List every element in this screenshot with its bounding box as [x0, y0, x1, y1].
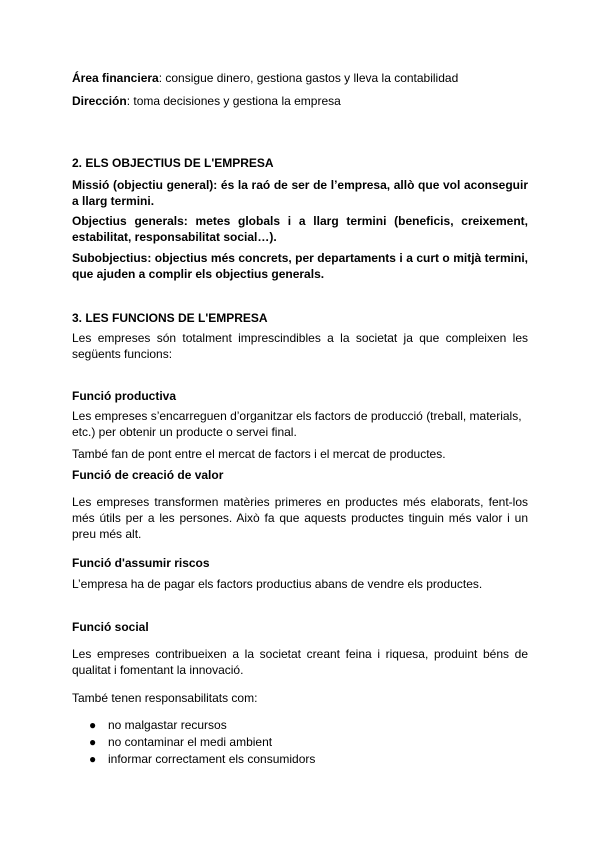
productive-paragraph-1: Les empreses s’encarreguen d’organitzar els factors de producció (treball, materials, etc.) per obtenir un producte o servei final. [72, 409, 522, 439]
social-paragraph-2: També tenen responsabilitats com: [72, 691, 258, 705]
responsibilities-list [72, 717, 315, 768]
finance-line [72, 70, 528, 86]
list-item: ● no contaminar el medi ambient [89, 735, 273, 749]
functions-intro: Les empreses són totalment imprescindibles a la societat ja que compleixen les següents funcions: [72, 331, 528, 361]
direction-description: : toma decisiones y gestiona la empresa [126, 94, 341, 108]
productive-paragraph-2: També fan de pont entre el mercat de factors i el mercat de productes. [72, 447, 446, 461]
bullet-icon: ● [89, 718, 97, 732]
social-function-title: Funció social [72, 620, 149, 634]
direction-line [72, 93, 528, 109]
bullet-icon: ● [89, 735, 97, 749]
risk-function-title: Funció d'assumir riscos [72, 556, 210, 570]
risk-paragraph: L’empresa ha de pagar els factors productius abans de vendre els productes. [72, 577, 483, 591]
bullet-icon: ● [89, 752, 97, 766]
mission-paragraph: Missió (objectiu general): és la raó de ser de l’empresa, allò que vol aconseguir a llarg termini. [72, 178, 528, 208]
list-item: ● informar correctament els consumidors [89, 752, 316, 766]
section-2-heading: 2. ELS OBJECTIUS DE L'EMPRESA [72, 156, 274, 170]
sub-objectives-paragraph: Subobjectius: objectius més concrets, per departaments i a curt o mitjà termini, que ajuden a complir els objectius generals. [72, 251, 528, 281]
productive-function-title: Funció productiva [72, 389, 177, 403]
finance-term: Área financiera [72, 71, 159, 85]
social-paragraph-1: Les empreses contribueixen a la societat creant feina i riquesa, produint béns de qualitat i fomentant la innovació. [72, 647, 528, 677]
general-objectives-paragraph: Objectius generals: metes globals i a llarg termini (beneficis, creixement, estabilitat, responsabilitat social…). [72, 214, 528, 244]
value-function-title: Funció de creació de valor [72, 468, 224, 482]
list-item: ● no malgastar recursos [89, 718, 227, 732]
direction-term: Dirección [72, 94, 127, 108]
value-paragraph: Les empreses transformen matèries primeres en productes més elaborats, fent-los més útils per a les persones. Això fa que aquests productes tinguin més valor i un preu més alt. [72, 495, 528, 541]
section-3-heading: 3. LES FUNCIONS DE L'EMPRESA [72, 311, 268, 325]
finance-description: : consigue dinero, gestiona gastos y lleva la contabilidad [158, 71, 459, 85]
